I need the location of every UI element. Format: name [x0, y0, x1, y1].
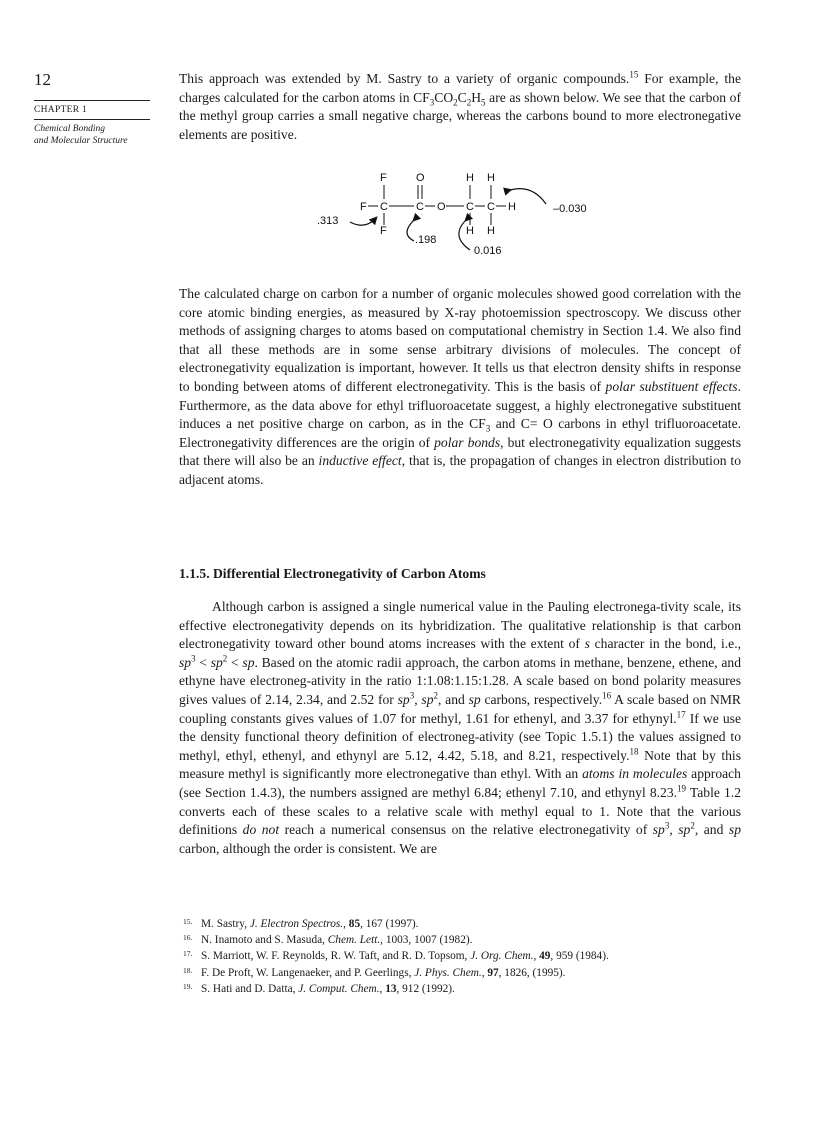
paragraph-intro: This approach was extended by M. Sastry to a variety of organic compounds.$^{15}$ For example, the charges calculated for the carbon atoms in $CF_3CO_2C_2H_5$ are as shown below. We see that the carbon of the methyl group carries a small negative charge, whereas the carbons bound to more electronegative elements are positive.: [179, 69, 741, 142]
atom-h-top-2: H: [487, 172, 495, 184]
charge-ch2: 0.016: [474, 245, 502, 257]
chapter-title-line1: Chemical Bonding: [34, 124, 105, 134]
footnote-17: 17. S. Marriott, W. F. Reynolds, R. W. Taft, and R. D. Topsom, J. Org. Chem., 49, 959 (1984).: [183, 949, 609, 963]
section-heading: 1.1.5. Differential Electronegativity of Carbon Atoms: [179, 566, 486, 581]
footnote-15: 15. M. Sastry, J. Electron Spectros., 85, 167 (1997).: [183, 917, 419, 930]
charge-cf3: .313: [317, 215, 339, 227]
chapter-label: CHAPTER 1: [34, 105, 88, 115]
chapter-title: [34, 120, 150, 147]
footnote-18: 18. F. De Proft, W. Langenaeker, and P. Geerlings, J. Phys. Chem., 97, 1826, (1995).: [183, 965, 566, 979]
paragraph-electronegativity: The calculated charge on carbon for a number of organic molecules showed good correlation with the core atomic binding energies, as measured by X-ray photoemission spectroscopy. We discuss other methods of assigning charges to atoms based on computational chemistry in Section 1.4. We also find that all these methods are in some sense arbitrary divisions of molecules. The concept of electronegativity equalization is important, however. It tells us that electron density shifts in response to bonding between atoms of different electronegativity. This is the basis of polar substituent effects. Furthermore, as the data above for ethyl trifluoroacetate suggest, a highly electronegative substituent induces a net positive charge on carbon, as in the $CF_3$ and C= O carbons in ethyl trifluoroacetate. Electronegativity differences are the origin of polar bonds, but electronegativity equalization suggests that there will also be an inductive effect, that is, the propagation of changes in electron distribution to adjacent atoms.: [179, 286, 741, 487]
charge-ch3: –0.030: [553, 203, 587, 215]
footnote-ref-17[interactable]: 17: [676, 709, 686, 720]
atom-o-ester: O: [437, 201, 446, 213]
atom-h-bottom-2: H: [487, 225, 495, 237]
charge-carbonyl: .198: [415, 234, 437, 246]
chapter-sidebar: [34, 100, 150, 147]
atom-h-bottom-1: H: [466, 225, 474, 237]
footnote-16: 16. N. Inamoto and S. Masuda, Chem. Lett., 1003, 1007 (1982).: [183, 933, 473, 947]
footnote-ref-15[interactable]: 15: [629, 69, 639, 80]
atom-h-right: H: [508, 201, 516, 213]
charge-arrow-carbonyl: [407, 220, 414, 241]
footnote-ref-16[interactable]: 16: [602, 690, 612, 701]
atom-c1: C: [380, 201, 388, 213]
atom-f-top: F: [380, 172, 387, 184]
charge-arrow-cf3: [350, 218, 376, 225]
ethyl-trifluoroacetate-structure: [300, 164, 660, 264]
atom-f-left: F: [360, 201, 367, 213]
footnote-19: 19. S. Hati and D. Datta, J. Comput. Chem., 13, 912 (1992).: [183, 981, 455, 995]
paragraph-hybridization: Although carbon is assigned a single numerical value in the Pauling electronega-tivity scale, its effective electronegativity depends on its hybridization. The qualitative relationship is that carbon electronegativity toward other bound atoms increases with the extent of s character in the bond, i.e., $sp^3 < sp^2$ < sp. Based on the atomic radii approach, the carbon atoms in methane, benzene, ethene, and ethyne have electroneg-ativity in the ratio 1:1.08:1.15:1.28. A scale based on bond polarity measures gives values of 2.14, 2.34, and 2.52 for $sp^3$, $sp^2$, and sp carbons, respectively.$^{16}$ A scale based on NMR coupling constants gives values of 1.07 for methyl, 1.61 for ethenyl, and 3.37 for ethynyl.$^{17}$ If we use the density functional theory definition of electroneg-ativity (see Topic 1.5.1) the values assigned to methyl, ethyl, ethenyl, and ethynyl are 5.12, 4.42, 5.18, and 8.21, respectively.$^{18}$ Note that by this measure methyl is significantly more electronegative than ethyl. With an atoms in molecules approach (see Section 1.4.3), the numbers assigned are methyl 6.84; ethenyl 7.10, and ethynyl 8.23.19 Table 1.2 converts each of these scales to a relative scale with methyl equal to 1. Note that the various definitions do not reach a numerical consensus on the relative electronegativity of $sp^3$, $sp^2$, and sp carbon, although the order is consistent. We are: [179, 599, 742, 856]
page-number: 12: [34, 70, 51, 89]
footnotes: [183, 915, 743, 996]
footnote-ref-18[interactable]: 18: [629, 746, 639, 757]
footnote-ref-19[interactable]: 19: [677, 783, 687, 794]
atom-h-top-1: H: [466, 172, 474, 184]
atom-f-bottom: F: [380, 225, 387, 237]
atom-c4: C: [487, 201, 495, 213]
atom-c2: C: [416, 201, 424, 213]
atom-c3: C: [466, 201, 474, 213]
atom-o-top: O: [416, 172, 425, 184]
chapter-title-line2: and Molecular Structure: [34, 136, 128, 146]
